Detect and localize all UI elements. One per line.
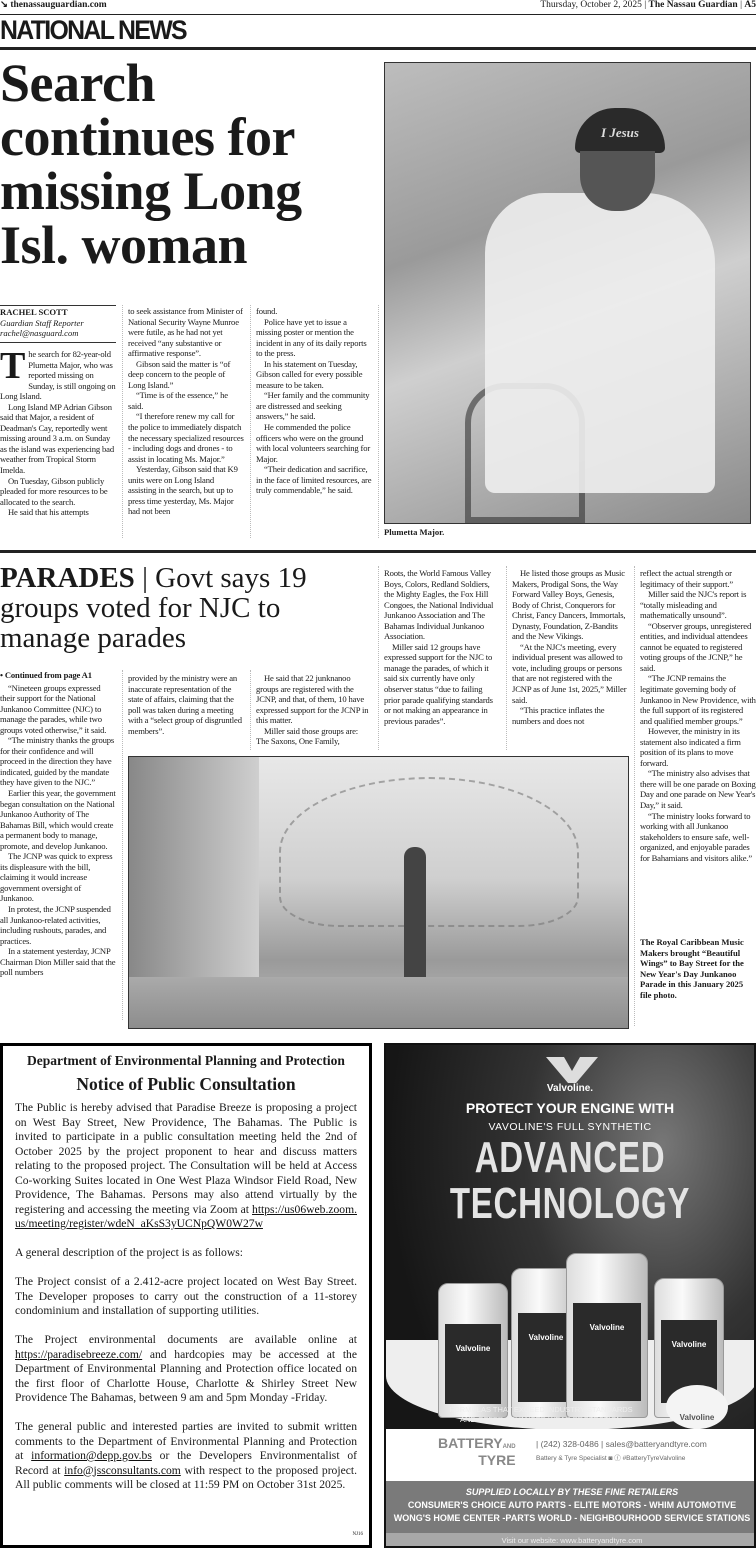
column-rule [506,566,507,750]
jump-line[interactable]: • Continued from page A1 [0,670,92,680]
article-paragraph: In protest, the JCNP suspended all Junkanoo-related activities, including rushouts, parades, and practices. [0,904,111,946]
project-link[interactable]: https://paradisebreeze.com/ [15,1347,143,1361]
bottle-label: Valvoline [661,1320,717,1403]
public-notice-ad [0,1043,372,1548]
article-paragraph: Miller said 12 groups have expressed support for the NJC to manage the parades, of which it said six currently have only observer status “due to failing prior parade qualifying standards or not making an appearance in previous parades”. [384,641,493,726]
hashtag: #BatteryTyreValvoline [622,1455,686,1462]
dealer-contact: | (242) 328-0486 | sales@batteryandtyre.com [536,1439,707,1449]
photo-caption: Plumetta Major. [384,527,445,537]
dancer-shape [404,847,426,997]
article-paragraph: “Observer groups, unregistered entities, and individual attendees cannot be equated to registered voting groups of the JCNP,” he said. [640,620,752,673]
story2-column-2 [128,673,244,753]
divider [0,550,756,553]
notice-paragraph [15,1420,357,1493]
article-paragraph: He listed those groups as Music Makers, Prodigal Sons, the Way Forward Valley Boys, Genesis, Body of Christ, Conquerors for Christ, Fancy Dancers, Immortals, Dynasty, Foundation, Z-Bandits and the New Vikings. [512,568,626,642]
article-paragraph: Police have yet to issue a missing poster or mention the incident in any of its daily reports to the press. [256,316,367,359]
ad-line-2: VAVOLINE'S FULL SYNTHETIC [488,1121,652,1133]
divider [0,47,756,50]
story1-column-1 [0,349,116,539]
story2-column-3 [256,673,372,753]
ad-line-1: PROTECT YOUR ENGINE WITH [465,1100,675,1116]
notice-text: The Public is hereby advised that Paradise Breeze is proposing a project on West Bay Street, New Providence, The Bahamas. The Public is invited to participate in a public consultation meeting held the 2nd of October 2025 by the project proponent to hear and discuss matters relating to the proposed project. The Consultation will be held at Access Co-working Suites located in One West Plaza Windsor Field Road, New Providence, The Bahamas. Persons may also attend virtually by the registering and accessing the meeting via Zoom at [15,1101,357,1216]
date: Thursday, October 2, 2025 [540,0,642,10]
oil-bottle [438,1283,508,1418]
supplied-heading: SUPPLIED LOCALLY BY THESE FINE RETAILERS [465,1487,679,1497]
article-paragraph: Gibson said the matter is “of deep concern to the people of Long Island.” [128,358,231,390]
page-header [0,0,756,13]
website-link[interactable] [0,0,107,11]
article-paragraph: “Nineteen groups expressed their support for the National Junkanoo Committee (NJC) to manage the parades, while two groups voted otherwise,” it said. [0,682,107,735]
ad-code: NJ16 [352,1531,363,1537]
photo-plumetta-major [384,62,751,524]
story2-column-5 [512,568,628,750]
logo-text: TYRE [478,1452,516,1468]
article-paragraph: In his statement on Tuesday, Gibson called for every possible measure to be taken. [256,358,363,390]
page-number: A5 [744,0,756,10]
bottle-label: Valvoline [445,1324,501,1404]
notice-paragraph [15,1101,357,1232]
article-paragraph: reflect the actual strength or legitimacy of their support.” [640,568,734,589]
story1-column-2 [128,306,244,538]
article-paragraph: Roots, the World Famous Valley Boys, Colors, Redland Soldiers, the Mighty Eagles, the Fox Hill Congoes, the National Individual Junkanoo Association and The Bahamas Individual Junkanoo Association. [384,568,494,642]
author-name: RACHEL SCOTT [0,307,68,317]
notice-text: The general public and interested parties are invited to submit written comments to the Department of Environmental Planning and Protection at [15,1420,357,1462]
notice-department: Department of Environmental Planning and Protection [27,1053,345,1068]
ad-formulas [386,1405,696,1425]
dealer-band [386,1429,756,1481]
author-title: Guardian Staff Reporter [0,317,84,328]
article-paragraph: Yesterday, Gibson said that K9 units were on Long Island assisting in the search, but up to press time yesterday, Ms. Major had not been [128,464,238,517]
depp-email-link[interactable]: information@depp.gov.bs [31,1449,152,1462]
website-text: thenassauguardian.com [10,0,107,10]
notice-text: or the Developers Environmentalist of Record at [15,1449,358,1477]
article-paragraph: Miller said the NJC's report is “totally misleading and mathematically unsound”. [640,589,747,621]
brand-name: Valvoline. [546,1083,594,1094]
story1-column-3 [256,306,372,538]
logo-text: BATTERY [438,1435,503,1451]
retailers-line: CONSUMER'S CHOICE AUTO PARTS - ELITE MOTORS - WHIM AUTOMOTIVE [407,1500,737,1510]
column-rule [250,670,251,750]
column-rule [122,670,123,1020]
cap: I Jesus [575,108,665,153]
formulas-line: FORMULAS THAT EXCEED INDUSTRY STANDARDS [449,1405,633,1414]
street-shape [129,977,629,1029]
article-paragraph: He said that 22 junknanoo groups are registered with the JCNP, and that, of them, 10 have expressed support for the JCNP in this matter. [256,673,369,726]
section-title: NATIONAL NEWS [0,15,186,45]
arrow-icon: ↘ [0,0,11,10]
article-paragraph: “The ministry thanks the groups for their confidence and will proceed in the direction they have indicated, guided by the mandate they have given to the NJC.” [0,735,115,788]
valvoline-v-logo-icon [546,1057,598,1083]
article-paragraph: to seek assistance from Minister of National Security Wayne Munroe were futile, as he had not yet received “any substantive or affirmative response”. [128,306,243,359]
article-paragraph: “At the NJC's meeting, every individual present was allowed to vote, including groups or persons that are not registered with the JCNP as of June 1st, 2025,” Miller said. [512,641,627,705]
formulas-line: AND OFFER ADVANCED WEAR PROTECTION [460,1415,622,1424]
article-paragraph: In a statement yesterday, JCNP Chairman Dion Miller said that the poll numbers [0,946,116,978]
valvoline-badge: Valvoline [666,1385,728,1429]
author-email[interactable]: rachel@nasguard.com [0,328,79,339]
specialist-text: Battery & Tyre Specialist [536,1455,607,1462]
article-paragraph: provided by the ministry were an inaccurate representation of the state of affairs, claiming that the poll was taken during a meeting with a “select group of disgruntled members”. [128,673,242,736]
bottle-label: Valvoline [573,1303,641,1401]
notice-text: and hardcopies may be accessed at the Department of Environmental Planning and Protection office located on the first floor of Charlotte House, Charlotte & Shirley Street New Providence The Bahamas, between 9 am and 5pm Monday -Friday. [15,1347,357,1404]
photo-caption: The Royal Caribbean Music Makers brought “Beautiful Wings” to Bay Street for the New Year's Day Junkanoo Parade in this January 2025 file photo. [640,937,744,1000]
paper-name: The Nassau Guardian [648,0,738,10]
byline [0,305,116,343]
oil-bottle [566,1253,648,1418]
notice-text: The Project environmental documents are available online at [15,1333,357,1346]
article-paragraph: “The ministry also advises that there will be one parade on Boxing Day and one parade on New Year's Day,” it said. [640,768,756,811]
dealer-social [536,1453,685,1462]
column-rule [122,305,123,538]
column-rule [378,305,379,538]
article-paragraph: He commended the police officers who were on the ground with local volunteers searching for Major. [256,422,371,464]
story2-column-1 [0,670,116,1022]
figure-shape [485,193,715,493]
zoom-link[interactable]: https://us06web.zoom.us/meeting/register/wdeN_aKsS3yUCNpQW0W27w [15,1202,357,1230]
consultant-email-link[interactable]: info@jssconsultants.com [64,1463,181,1477]
valvoline-ad [384,1043,756,1548]
article-paragraph: “Her family and the community are distressed and seeking answers,” he said. [256,390,370,422]
article-paragraph: “Their dedication and sacrifice, in the face of limited resources, are truly commendable,” he said. [256,464,372,496]
headline: PARADES | Govt says 19 groups voted for NJC to manage parades [0,562,307,654]
article-paragraph: On Tuesday, Gibson publicly pleaded for more resources to be allocated to the search. [0,475,108,507]
article-paragraph: Earlier this year, the government began consultation on the National Junkanoo Authority of The Bahamas Bill, which would create a permanent body to manage, promote, and develop Junkanoo. [0,788,116,851]
article-paragraph: The JCNP was quick to express its displeasure with the bill, claiming it would increase government oversight of Junkanoo. [0,851,113,904]
instagram-icon[interactable]: ◙ [608,1455,613,1462]
website-band[interactable]: Visit our website: www.batteryandtyre.com [386,1533,756,1548]
notice-paragraph [15,1333,357,1406]
folio: Thursday, October 2, 2025 | The Nassau Guardian | A5 [540,0,756,10]
article-paragraph: “I therefore renew my call for the police to immediately dispatch the necessary specialized resources - including dogs and drones - to assist in locating Ms. Major.” [128,411,244,464]
notice-paragraph: A general description of the project is as follows: [15,1246,243,1259]
facebook-icon[interactable]: ⓕ [614,1455,621,1462]
continued-text: Continued from page A1 [4,670,92,680]
article-paragraph: Miller said those groups are: The Saxons, One Family, [256,725,358,747]
drop-cap: T [0,349,26,387]
article-paragraph: He said that his attempts [8,507,89,518]
article-paragraph: “This practice inflates the numbers and does not [512,705,605,726]
ad-headline-1: ADVANCED [474,1133,666,1182]
story2-column-6 [640,568,756,918]
notice-text: with respect to the proposed project. All public comments will be closed at 11:59 PM on October 31st 2025. [15,1463,357,1491]
article-paragraph: found. [256,306,278,316]
article-paragraph: he search for 82-year-old Plumetta Major, who was reported missing on Sunday, is still ongoing on Long Island. [0,349,116,402]
article-paragraph: Long Island MP Adrian Gibson said that Major, a resident of Deadman's Cay, reportedly went missing around 3 a.m. on Sunday as the island was experiencing bad weather from Tropical Storm Imelda. [0,401,114,476]
column-rule [634,566,635,1026]
ad-headline-2: TECHNOLOGY [449,1179,691,1228]
kicker: PARADES [0,562,135,594]
logo-text: AND [502,1444,516,1450]
story2-column-4 [384,568,500,750]
retailers-line: WONG'S HOME CENTER -PARTS WORLD - NEIGHBOURHOOD SERVICE STATIONS [393,1513,751,1523]
photo-junkanoo-parade [128,756,629,1029]
retailers-band [386,1481,756,1533]
bottle-label: Valvoline [518,1313,574,1402]
costume-wings [279,777,579,927]
battery-tyre-logo [438,1437,516,1467]
notice-paragraph: The Project consist of a 2.412-acre project located on West Bay Street. The Developer proposes to carry out the construction of a 11-storey condominium and installation of supporting utilities. [15,1275,357,1317]
column-rule [378,566,379,750]
article-paragraph: “Time is of the essence,” he said. [128,390,228,411]
headline-text: Govt says 19 groups voted for NJC to manage parades [0,562,307,654]
column-rule [250,305,251,538]
article-paragraph: “The JCNP remains the legitimate governing body of Junkanoo in New Providence, with the full support of its registered and qualified member groups.” [640,673,756,726]
article-paragraph: However, the ministry in its statement also indicated a firm position of its plans to move forward. [640,726,741,768]
notice-title: Notice of Public Consultation [76,1073,296,1094]
headline: Search continues for missing Long Isl. woman [0,53,302,275]
article-paragraph: “The ministry looks forward to working with all Junkanoo stakeholders to ensure safe, well-organized, and enjoyable parades for Bahamians and visitors alike.” [640,810,753,863]
